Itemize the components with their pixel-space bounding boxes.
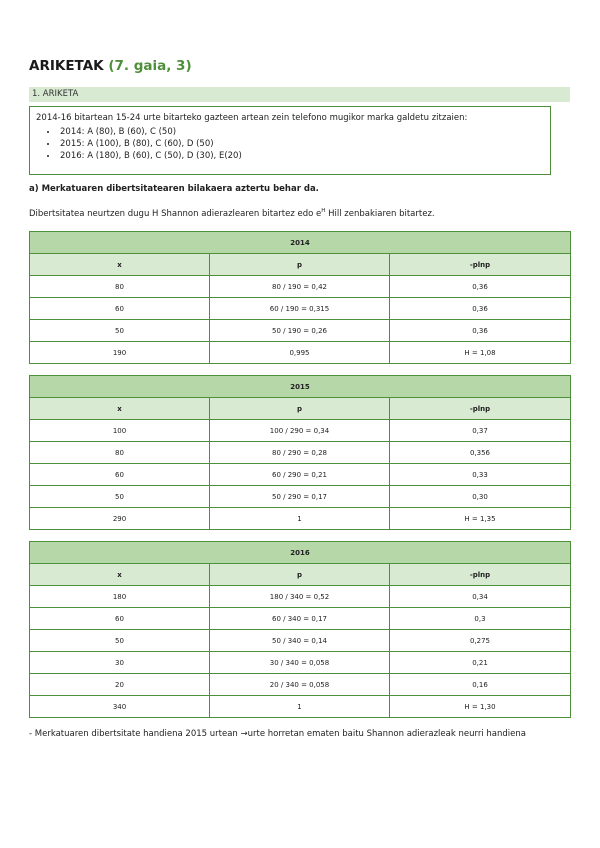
table-row (30, 630, 571, 652)
table-cell: 0,36 (390, 298, 571, 320)
table-cell: 50 (30, 630, 210, 652)
table-cell: 30 (30, 652, 210, 674)
table-cell: 100 (30, 420, 210, 442)
table-year-header: 2015 (30, 376, 571, 398)
table-cell: 60 (30, 608, 210, 630)
list-item: • 2014: A (80), B (60), C (50) (58, 126, 544, 138)
table-cell: 0,356 (390, 442, 571, 464)
total-cell: H = 1,08 (390, 342, 571, 364)
column-header: x (30, 398, 210, 420)
table-row (30, 674, 571, 696)
total-cell: 340 (30, 696, 210, 718)
table-row (30, 442, 571, 464)
table-cell: 0,3 (390, 608, 571, 630)
table-row (30, 276, 571, 298)
column-header: x (30, 254, 210, 276)
exercise-statement-box (29, 106, 551, 175)
table-cell: 80 (30, 276, 210, 298)
description-after: Hill zenbakiaren bitartez. (325, 208, 435, 219)
table-cell: 80 (30, 442, 210, 464)
table-year-header: 2016 (30, 542, 571, 564)
total-cell: 1 (210, 696, 390, 718)
table-cell: 0,36 (390, 320, 571, 342)
table-row (30, 586, 571, 608)
column-header: -plnp (390, 564, 571, 586)
table-row (30, 320, 571, 342)
table-total-row (30, 508, 571, 530)
table-cell: 180 / 340 = 0,52 (210, 586, 390, 608)
table-2016 (29, 541, 571, 718)
table-cell: 0,30 (390, 486, 571, 508)
table-cell: 0,21 (390, 652, 571, 674)
table-cell: 60 (30, 298, 210, 320)
table-row (30, 464, 571, 486)
table-cell: 60 / 290 = 0,21 (210, 464, 390, 486)
table-cell: 0,275 (390, 630, 571, 652)
table-cell: 80 / 290 = 0,28 (210, 442, 390, 464)
table-cell: 60 / 340 = 0,17 (210, 608, 390, 630)
table-cell: 30 / 340 = 0,058 (210, 652, 390, 674)
table-row (30, 420, 571, 442)
table-year-header: 2014 (30, 232, 571, 254)
table-cell: 0,36 (390, 276, 571, 298)
table-cell: 0,16 (390, 674, 571, 696)
total-cell: 190 (30, 342, 210, 364)
table-cell: 0,33 (390, 464, 571, 486)
column-header: -plnp (390, 398, 571, 420)
total-cell: H = 1,30 (390, 696, 571, 718)
table-row (30, 298, 571, 320)
description-superscript: H (321, 208, 326, 214)
table-cell: 50 (30, 320, 210, 342)
table-cell: 60 / 190 = 0,315 (210, 298, 390, 320)
table-cell: 50 / 340 = 0,14 (210, 630, 390, 652)
total-cell: 1 (210, 508, 390, 530)
total-cell: 290 (30, 508, 210, 530)
table-2015 (29, 375, 571, 530)
table-row (30, 608, 571, 630)
table-cell: 60 (30, 464, 210, 486)
list-item: • 2015: A (100), B (80), C (60), D (50) (58, 138, 544, 150)
survey-list (36, 126, 544, 162)
table-cell: 50 / 190 = 0,26 (210, 320, 390, 342)
description-before: Dibertsitatea neurtzen dugu H Shannon adierazlearen bitartez edo e (29, 208, 322, 219)
exercise-statement: 2014-16 bitartean 15-24 urte bitarteko gazteen artean zein telefono mugikor marka galdetu zitzaien: (36, 113, 468, 123)
question-heading: a) Merkatuaren dibertsitatearen bilakaera aztertu behar da. (29, 184, 319, 194)
title-main: ARIKETAK (29, 58, 104, 74)
table-row (30, 652, 571, 674)
conclusion-text: - Merkatuaren dibertsitate handiena 2015 urtean →urte horretan ematen baitu Shannon adierazleak neurri handiena (29, 729, 526, 739)
page-title (29, 58, 192, 74)
table-total-row (30, 342, 571, 364)
total-cell: 0,995 (210, 342, 390, 364)
table-2014 (29, 231, 571, 364)
column-header: p (210, 254, 390, 276)
column-header: p (210, 564, 390, 586)
title-accent: (7. gaia, 3) (108, 58, 192, 74)
table-cell: 0,34 (390, 586, 571, 608)
table-cell: 0,37 (390, 420, 571, 442)
table-total-row (30, 696, 571, 718)
table-cell: 100 / 290 = 0,34 (210, 420, 390, 442)
table-cell: 20 (30, 674, 210, 696)
list-item: • 2016: A (180), B (60), C (50), D (30), E(20) (58, 150, 544, 162)
section-heading: 1. ARIKETA (29, 87, 570, 102)
description-text (29, 208, 435, 219)
column-header: -plnp (390, 254, 571, 276)
table-cell: 50 (30, 486, 210, 508)
total-cell: H = 1,35 (390, 508, 571, 530)
table-cell: 20 / 340 = 0,058 (210, 674, 390, 696)
table-cell: 80 / 190 = 0,42 (210, 276, 390, 298)
column-header: x (30, 564, 210, 586)
table-cell: 50 / 290 = 0,17 (210, 486, 390, 508)
table-cell: 180 (30, 586, 210, 608)
table-row (30, 486, 571, 508)
column-header: p (210, 398, 390, 420)
